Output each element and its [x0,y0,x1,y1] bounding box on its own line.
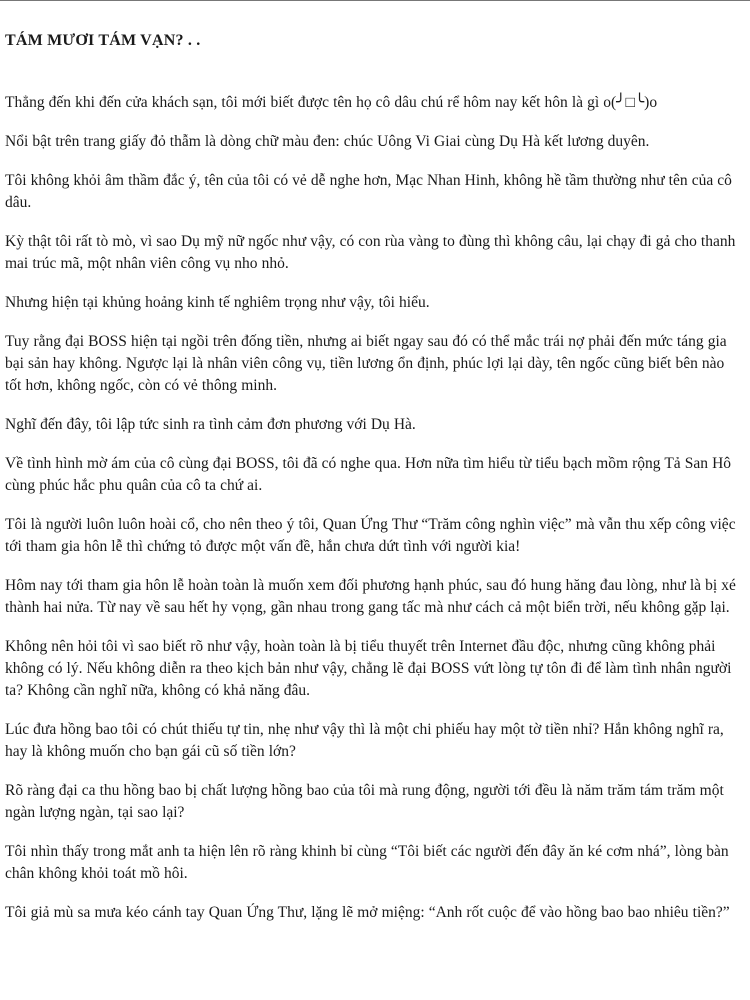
paragraph-1: Thẳng đến khi đến cửa khách sạn, tôi mới biết được tên họ cô dâu chú rể hôm nay kết hôn là gì o(╯□╰)o [5,94,658,111]
paragraph-13: Rõ ràng đại ca thu hồng bao bị chất lượng hồng bao của tôi mà rung động, người tới đều là năm trăm tám trăm một ngàn lượng ngàn, tại sao lại? [5,782,724,821]
paragraph-14: Tôi nhìn thấy trong mắt anh ta hiện lên rõ ràng khinh bỉ cùng “Tôi biết các người đến đây ăn ké cơm nhá”, lòng bàn chân không khỏi toát mồ hôi. [5,843,729,882]
paragraph-7: Nghĩ đến đây, tôi lập tức sinh ra tình cảm đơn phương với Dụ Hà. [5,416,416,433]
chapter-title: TÁM MƯƠI TÁM VẠN? . . [5,32,201,49]
paragraph-12: Lúc đưa hồng bao tôi có chút thiếu tự tin, nhẹ như vậy thì là một chi phiếu hay một tờ tiền nhỉ? Hắn không nghĩ ra, hay là không muốn cho bạn gái cũ số tiền lớn? [5,721,724,760]
paragraph-3: Tôi không khỏi âm thầm đắc ý, tên của tôi có vẻ dễ nghe hơn, Mạc Nhan Hinh, không hề tầm thường như tên của cô dâu. [5,172,732,211]
paragraph-4: Kỳ thật tôi rất tò mò, vì sao Dụ mỹ nữ ngốc như vậy, có con rùa vàng to đùng thì không câu, lại chạy đi gả cho thanh mai trúc mã, một nhân viên công vụ nho nhỏ. [5,233,736,272]
paragraph-9: Tôi là người luôn luôn hoài cổ, cho nên theo ý tôi, Quan Ứng Thư “Trăm công nghìn việc” mà vẫn thu xếp công việc tới tham gia hôn lễ thì chứng tỏ được một vấn đề, hắn chưa dứt tình với người kia! [5,516,736,555]
paragraph-11: Không nên hỏi tôi vì sao biết rõ như vậy, hoàn toàn là bị tiểu thuyết trên Internet đầu độc, nhưng cũng không phải không có lý. Nếu không diễn ra theo kịch bản như vậy, chẳng lẽ đại BOSS vứt lòng tự tôn đi để làm tình nhân người ta? Không cần nghĩ nữa, không có khả năng đâu. [5,638,732,699]
paragraph-5: Nhưng hiện tại khủng hoảng kinh tế nghiêm trọng như vậy, tôi hiểu. [5,294,430,311]
paragraph-15: Tôi giả mù sa mưa kéo cánh tay Quan Ứng Thư, lặng lẽ mở miệng: “Anh rốt cuộc để vào hồng bao bao nhiêu tiền?” [5,904,730,921]
paragraph-10: Hôm nay tới tham gia hôn lễ hoàn toàn là muốn xem đối phương hạnh phúc, sau đó hung hăng đau lòng, như là bị xé thành hai nửa. Từ nay về sau hết hy vọng, gần nhau trong gang tấc mà như cách cả một biển trời, nếu không gặp lại. [5,577,736,616]
paragraph-2: Nổi bật trên trang giấy đỏ thẫm là dòng chữ màu đen: chúc Uông Vi Giai cùng Dụ Hà kết lương duyên. [5,133,650,150]
paragraph-6: Tuy rằng đại BOSS hiện tại ngồi trên đống tiền, nhưng ai biết ngay sau đó có thể mắc trái nợ phải đến mức táng gia bại sản hay không. Ngược lại là nhân viên công vụ, tiền lương ổn định, phúc lợi lại dày, tên ngốc cũng biết bên nào tốt hơn, không ngốc, còn có vẻ thông minh. [5,333,727,394]
title-spacer [5,52,738,92]
paragraph-8: Về tình hình mờ ám của cô cùng đại BOSS, tôi đã có nghe qua. Hơn nữa tìm hiểu từ tiểu bạch mồm rộng Tả San Hô cùng phúc hắc phu quân của cô ta chứ ai. [5,455,732,494]
